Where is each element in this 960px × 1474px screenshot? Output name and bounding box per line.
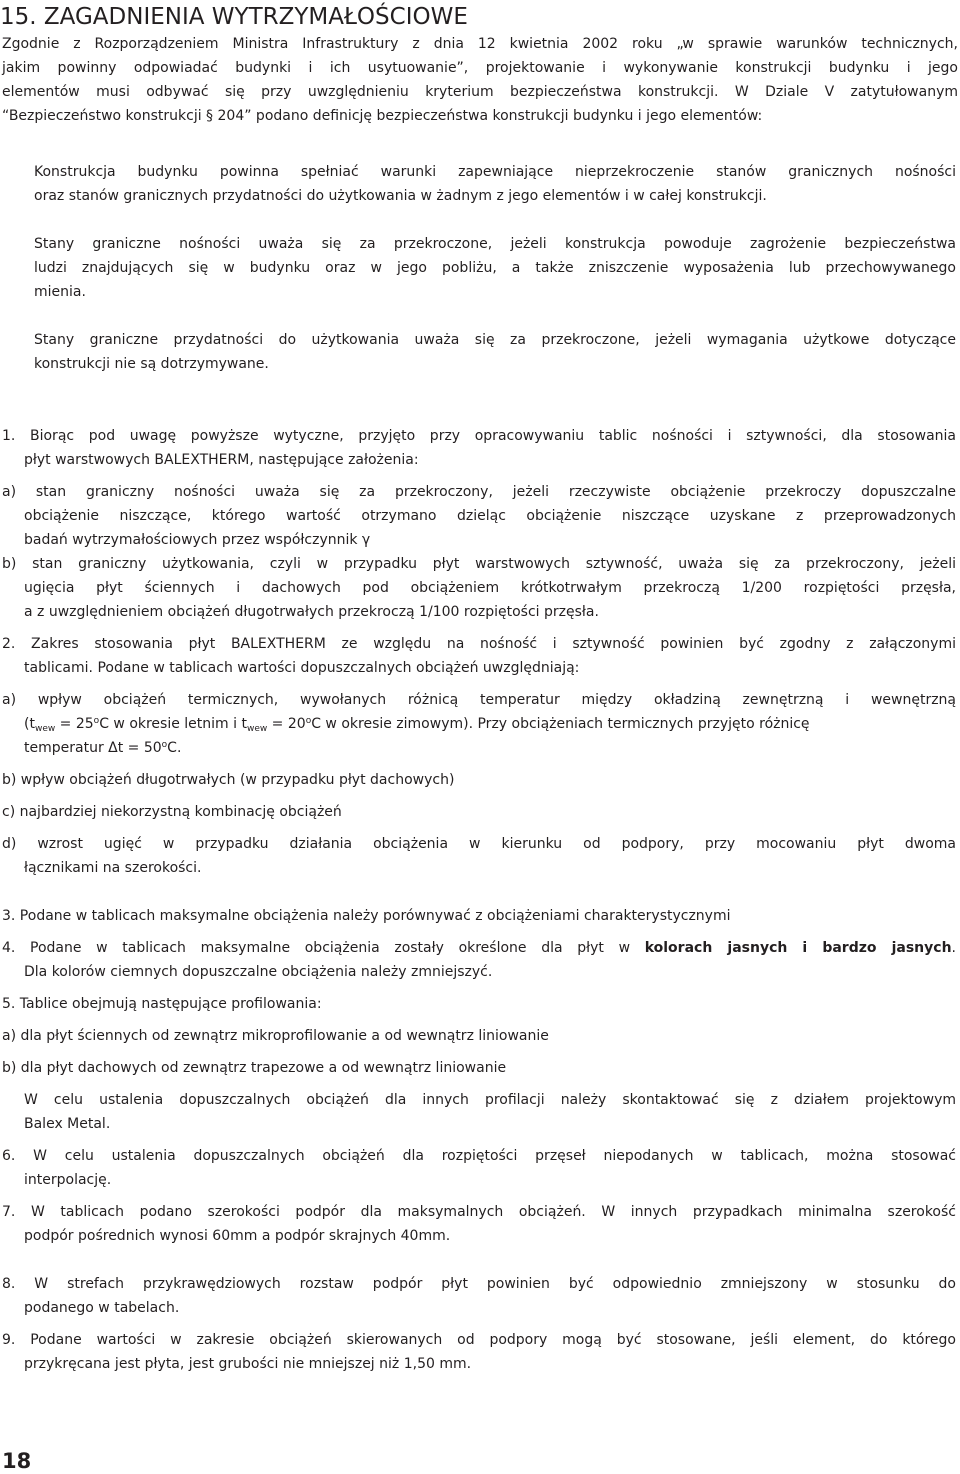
list-item-5a: a) dla płyt ściennych od zewnątrz mikroprofilowanie a od wewnątrz liniowanie — [2, 1028, 549, 1044]
text-run: (t — [24, 716, 35, 732]
page-number: 18 — [2, 1449, 32, 1473]
item-line: 6. W celu ustalenia dopuszczalnych obciążeń dla rozpiętości przęseł niepodanych w tablicach, można stosować — [2, 1148, 956, 1164]
item-line: a) stan graniczny nośności uważa się za przekroczony, jeżeli rzeczywiste obciążenie przekroczy dopuszczalne — [2, 484, 956, 500]
quote-line: ludzi znajdujących się w budynku oraz w jego pobliżu, a także zniszczenie wyposażenia lub przechowywanego — [34, 260, 956, 276]
item-line: 8. W strefach przykrawędziowych rozstaw podpór płyt powinien być odpowiednio zmniejszony w stosunku do — [2, 1276, 956, 1292]
text-run: temperatur Δt = 50 — [24, 740, 162, 756]
text-run: 4. Podane w tablicach maksymalne obciążenia zostały określone dla płyt w — [2, 940, 645, 956]
superscript: o — [93, 716, 100, 726]
item-line: obciążenie niszczące, którego wartość otrzymano dzieląc obciążenie niszczące uzyskane z przeprowadzonych — [24, 508, 956, 524]
quote-line: mienia. — [34, 284, 86, 300]
item-line: W celu ustalenia dopuszczalnych obciążeń dla innych profilacji należy skontaktować się z działem projektowym — [24, 1092, 956, 1108]
bold-text: kolorach jasnych i bardzo jasnych — [644, 940, 952, 956]
item-line — [2, 938, 956, 958]
text-run: C. — [167, 740, 182, 756]
text-run: C w okresie letnim i t — [99, 716, 247, 732]
item-line: d) wzrost ugięć w przypadku działania obciążenia w kierunku od podpory, przy mocowaniu płyt dwoma — [2, 836, 956, 852]
text-run: = 20 — [267, 716, 306, 732]
item-line: tablicami. Podane w tablicach wartości dopuszczalnych obciążeń uwzględniają: — [24, 660, 580, 676]
list-item-2c: c) najbardziej niekorzystną kombinację obciążeń — [2, 804, 342, 820]
quote-line: Stany graniczne przydatności do użytkowania uważa się za przekroczone, jeżeli wymagania użytkowe dotyczące — [34, 332, 956, 348]
text-run: C w okresie zimowym). Przy obciążeniach termicznych przyjęto różnicę — [311, 716, 810, 732]
item-line: płyt warstwowych BALEXTHERM, następujące założenia: — [24, 452, 419, 468]
item-line: przykręcana jest płyta, jest grubości nie mniejszej niż 1,50 mm. — [24, 1356, 472, 1372]
text-run: . — [951, 940, 956, 956]
item-line: podpór pośrednich wynosi 60mm a podpór skrajnych 40mm. — [24, 1228, 451, 1244]
item-line: ugięcia płyt ściennych i dachowych pod obciążeniem krótkotrwałym przekroczą 1/200 rozpiętości przęsła, — [24, 580, 956, 596]
intro-line: Zgodnie z Rozporządzeniem Ministra Infrastruktury z dnia 12 kwietnia 2002 roku „w sprawie warunków technicznych, — [2, 36, 958, 52]
superscript: o — [305, 716, 312, 726]
quote-line: konstrukcji nie są dotrzymywane. — [34, 356, 269, 372]
list-item-5b: b) dla płyt dachowych od zewnątrz trapezowe a od wewnątrz liniowanie — [2, 1060, 507, 1076]
item-line: łącznikami na szerokości. — [24, 860, 202, 876]
item-line: podanego w tabelach. — [24, 1300, 180, 1316]
intro-line: jakim powinny odpowiadać budynki i ich usytuowanie”, projektowanie i wykonywanie konstrukcji budynku i jego — [2, 60, 958, 76]
item-line: Balex Metal. — [24, 1116, 111, 1132]
item-line: b) stan graniczny użytkowania, czyli w przypadku płyt warstwowych sztywność, uważa się za przekroczony, jeżeli — [2, 556, 956, 572]
list-item-2b: b) wpływ obciążeń długotrwałych (w przypadku płyt dachowych) — [2, 772, 455, 788]
item-line: 1. Biorąc pod uwagę powyższe wytyczne, przyjęto przy opracowywaniu tablic nośności i sztywności, dla stosowania — [2, 428, 956, 444]
item-line: badań wytrzymałościowych przez współczynnik γ — [24, 532, 371, 548]
item-line: interpolację. — [24, 1172, 112, 1188]
section-title: 15. ZAGADNIENIA WYTRZYMAŁOŚCIOWE — [0, 4, 468, 30]
item-line: Dla kolorów ciemnych dopuszczalne obciążenia należy zmniejszyć. — [24, 964, 493, 980]
item-line — [24, 738, 181, 758]
superscript: o — [161, 740, 168, 750]
quote-line: Stany graniczne nośności uważa się za przekroczone, jeżeli konstrukcja powoduje zagrożenie bezpieczeństwa — [34, 236, 956, 252]
item-line: a z uwzględnieniem obciążeń długotrwałych przekroczą 1/100 rozpiętości przęsła. — [24, 604, 599, 620]
intro-line: elementów musi odbywać się przy uwzględnieniu kryterium bezpieczeństwa konstrukcji. W Dziale V zatytułowanym — [2, 84, 958, 100]
item-line: 9. Podane wartości w zakresie obciążeń skierowanych od podpory mogą być stosowane, jeśli element, do którego — [2, 1332, 956, 1348]
subscript: wew — [34, 724, 56, 734]
list-item-5: 5. Tablice obejmują następujące profilowania: — [2, 996, 322, 1012]
item-line: 2. Zakres stosowania płyt BALEXTHERM ze względu na nośność i sztywność powinien być zgodny z załączonymi — [2, 636, 956, 652]
list-item-3: 3. Podane w tablicach maksymalne obciążenia należy porównywać z obciążeniami charakterystycznymi — [2, 908, 731, 924]
subscript: wew — [246, 724, 268, 734]
intro-line: “Bezpieczeństwo konstrukcji § 204” podano definicję bezpieczeństwa konstrukcji budynku i jego elementów: — [2, 108, 763, 124]
item-line: a) wpływ obciążeń termicznych, wywołanych różnicą temperatur między okładziną zewnętrzną i wewnętrzną — [2, 692, 956, 708]
item-line: 7. W tablicach podano szerokości podpór dla maksymalnych obciążeń. W innych przypadkach minimalna szerokość — [2, 1204, 956, 1220]
quote-line: Konstrukcja budynku powinna spełniać warunki zapewniające nieprzekroczenie stanów granicznych nośności — [34, 164, 956, 180]
text-run: = 25 — [55, 716, 94, 732]
quote-line: oraz stanów granicznych przydatności do użytkowania w żadnym z jego elementów i w całej konstrukcji. — [34, 188, 767, 204]
item-line — [24, 714, 810, 734]
